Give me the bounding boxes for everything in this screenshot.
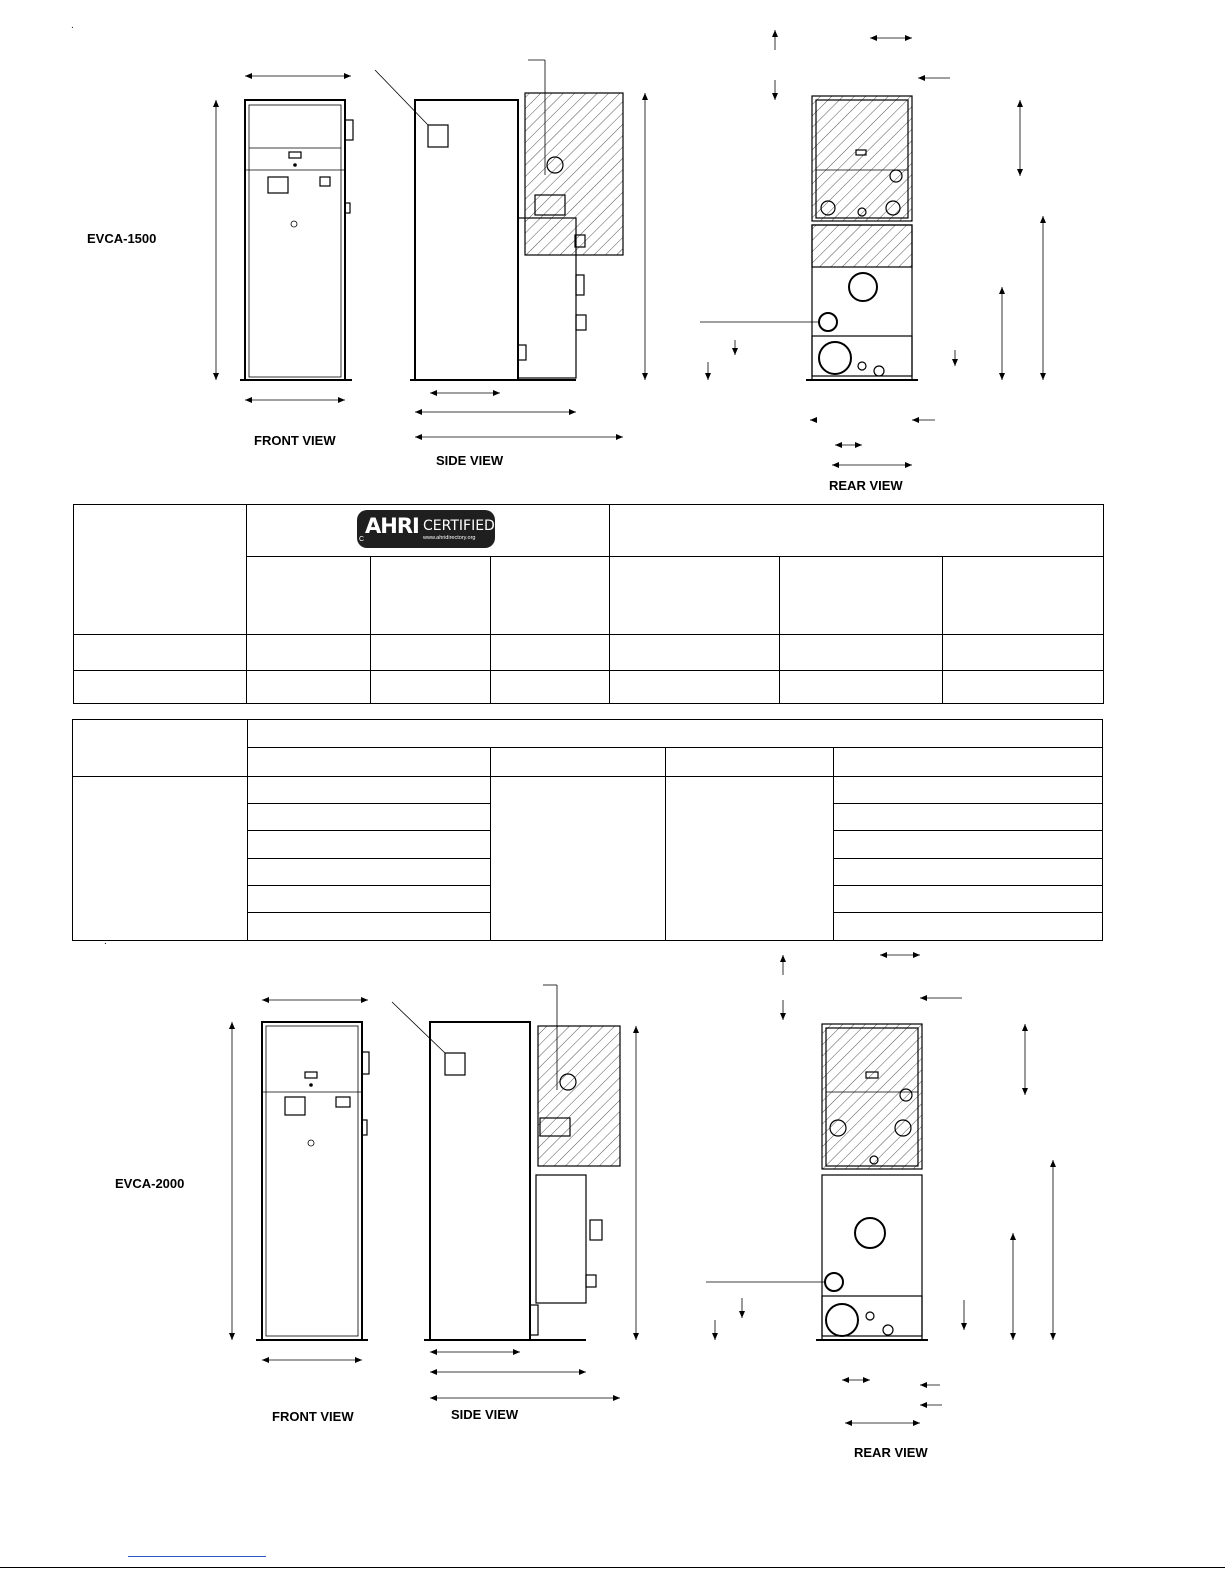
rear-view-bottom xyxy=(706,955,1053,1423)
table1-subheader-cell xyxy=(610,557,780,635)
table2-merged-cell xyxy=(490,777,666,941)
model-label-evca-1500: EVCA-1500 xyxy=(87,231,157,246)
front-view-top xyxy=(216,76,353,400)
table1-cell xyxy=(610,635,780,671)
ahri-certified-text: CERTIFIED® xyxy=(423,518,502,534)
table2-cell xyxy=(834,777,1103,804)
table1-cell xyxy=(370,671,490,704)
table2-cell xyxy=(834,804,1103,831)
side-view-bottom xyxy=(392,985,636,1398)
table2-model-cell xyxy=(73,777,248,941)
table1-cell xyxy=(780,635,943,671)
table2-cell xyxy=(247,885,490,912)
table1-subheader-cell xyxy=(490,557,610,635)
table1-subheader-cell xyxy=(780,557,943,635)
table2-cell xyxy=(247,912,490,940)
table1-cell xyxy=(610,671,780,704)
table2-header-model xyxy=(73,720,248,777)
table2-subheader-cell xyxy=(490,748,666,777)
rear-view-label-top: REAR VIEW xyxy=(829,478,903,493)
table2-subheader-cell xyxy=(666,748,834,777)
ahri-prefix-text: C xyxy=(359,536,365,543)
table2-header-span xyxy=(247,720,1102,748)
table1-subheader-cell xyxy=(943,557,1104,635)
table2-cell xyxy=(834,858,1103,885)
table1-subheader-cell xyxy=(370,557,490,635)
table2-cell xyxy=(834,912,1103,940)
corner-dot: . xyxy=(71,20,74,31)
table2-cell xyxy=(247,831,490,858)
table1-header-model xyxy=(74,505,247,635)
rear-view-label-bottom: REAR VIEW xyxy=(854,1445,928,1460)
table2-cell xyxy=(247,804,490,831)
table1-subheader-cell xyxy=(246,557,370,635)
table-dot: . xyxy=(104,936,107,947)
ahri-spec-table xyxy=(73,504,1104,704)
table2-merged-cell xyxy=(666,777,834,941)
electrical-spec-table xyxy=(72,719,1103,941)
front-view-label-bottom: FRONT VIEW xyxy=(272,1409,354,1424)
footer-link-underline[interactable] xyxy=(128,1556,266,1557)
table2-cell xyxy=(247,858,490,885)
side-view-label-bottom: SIDE VIEW xyxy=(451,1407,519,1422)
footer-rule xyxy=(0,1567,1225,1568)
table1-cell xyxy=(943,635,1104,671)
table2-cell xyxy=(834,885,1103,912)
ahri-certified-logo-icon xyxy=(357,510,502,548)
ahri-url-text: www.ahridirectory.org xyxy=(423,535,476,541)
front-view-bottom xyxy=(232,1000,369,1360)
table2-cell xyxy=(834,831,1103,858)
ahri-logo-text: AHRI xyxy=(365,514,419,538)
table1-cell xyxy=(246,635,370,671)
front-view-label-top: FRONT VIEW xyxy=(254,433,336,448)
table1-cell xyxy=(74,635,247,671)
table1-cell xyxy=(370,635,490,671)
table1-cell xyxy=(246,671,370,704)
table1-cell xyxy=(780,671,943,704)
model-label-evca-2000: EVCA-2000 xyxy=(115,1176,185,1191)
table1-cell xyxy=(490,635,610,671)
side-view-label-top: SIDE VIEW xyxy=(436,453,504,468)
table2-subheader-cell xyxy=(834,748,1103,777)
table1-cell xyxy=(74,671,247,704)
table1-cell xyxy=(490,671,610,704)
side-view-top xyxy=(375,60,645,437)
table2-cell xyxy=(247,777,490,804)
rear-view-top xyxy=(700,30,1043,465)
table1-header-right xyxy=(610,505,1104,557)
table1-cell xyxy=(943,671,1104,704)
table2-subheader-cell xyxy=(247,748,490,777)
